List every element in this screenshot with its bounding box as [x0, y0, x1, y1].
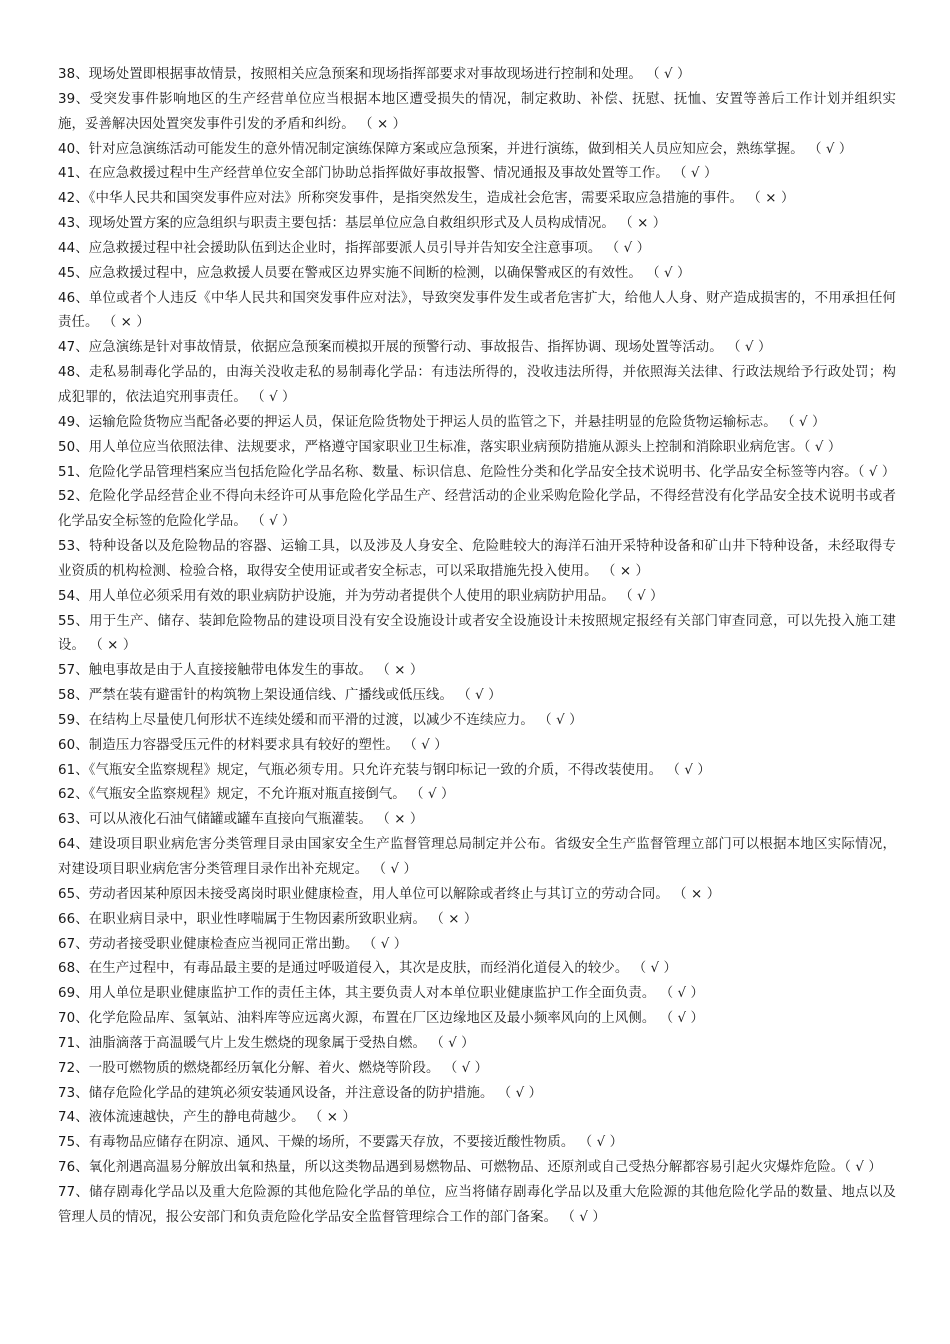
- question-item: 42、《中华人民共和国突发事件应对法》所称突发事件，是指突然发生，造成社会危害，需要采取应急措施的事件。 （ × ）: [58, 191, 795, 207]
- question-item: 60、制造压力容器受压元件的材料要求具有较好的塑性。 （ √ ）: [58, 737, 448, 753]
- question-item: 73、储存危险化学品的建筑必须安装通风设备，并注意设备的防护措施。 （ √ ）: [58, 1085, 543, 1101]
- question-item: 49、运输危险货物应当配备必要的押运人员，保证危险货物处于押运人员的监管之下，并悬挂明显的危险货物运输标志。 （ √ ）: [58, 414, 826, 430]
- question-item: 74、液体流速越快，产生的静电荷越少。 （ × ）: [58, 1110, 356, 1126]
- question-item: 54、用人单位必须采用有效的职业病防护设施，并为劳动者提供个人使用的职业病防护用品。 （ √ ）: [58, 588, 664, 604]
- question-item: 55、用于生产、储存、装卸危险物品的建设项目没有安全设施设计或者安全设施设计未按照规定报经有关部门审查同意，可以先投入施工建设。 （ × ）: [58, 613, 896, 654]
- question-item: 70、化学危险品库、氢氧站、油料库等应远离火源，布置在厂区边缘地区及最小频率风向的上风侧。 （ √ ）: [58, 1011, 705, 1027]
- question-item: 61、《气瓶安全监察规程》规定，气瓶必须专用。只允许充装与钢印标记一致的介质，不得改装使用。 （ √ ）: [58, 762, 711, 778]
- question-item: 76、氧化剂遇高温易分解放出氧和热量，所以这类物品遇到易燃物品、可燃物品、还原剂或自己受热分解都容易引起火灾爆炸危险。（ √ ）: [58, 1160, 882, 1176]
- question-list: [58, 63, 896, 1231]
- question-item: 43、现场处置方案的应急组织与职责主要包括：基层单位应急自救组织形式及人员构成情况。 （ × ）: [58, 216, 667, 232]
- question-item: 65、劳动者因某种原因未接受离岗时职业健康检查，用人单位可以解除或者终止与其订立的劳动合同。 （ × ）: [58, 886, 721, 902]
- question-item: 69、用人单位是职业健康监护工作的责任主体，其主要负责人对本单位职业健康监护工作全面负责。 （ √ ）: [58, 986, 705, 1002]
- question-item: 66、在职业病目录中，职业性哮喘属于生物因素所致职业病。 （ × ）: [58, 911, 478, 927]
- question-item: 48、走私易制毒化学品的，由海关没收走私的易制毒化学品：有违法所得的，没收违法所得，并依照海关法律、行政法规给予行政处罚；构成犯罪的，依法追究刑事责任。 （ √ ）: [58, 365, 896, 405]
- question-item: 52、危险化学品经营企业不得向未经许可从事危险化学品生产、经营活动的企业采购危险化学品，不得经营没有化学品安全技术说明书或者化学品安全标签的危险化学品。 （ √ ）: [58, 489, 896, 530]
- question-item: 45、应急救援过程中，应急救援人员要在警戒区边界实施不间断的检测，以确保警戒区的有效性。 （ √ ）: [58, 265, 691, 281]
- question-item: 71、油脂滴落于高温暖气片上发生燃烧的现象属于受热自燃。 （ √ ）: [58, 1035, 475, 1051]
- question-item: 39、受突发事件影响地区的生产经营单位应当根据本地区遭受损失的情况，制定救助、补偿、抚慰、抚恤、安置等善后工作计划并组织实施，妥善解决因处置突发事件引发的矛盾和纠纷。 （ × ）: [58, 91, 896, 132]
- question-item: 62、《气瓶安全监察规程》规定，不允许瓶对瓶直接倒气。 （ √ ）: [58, 787, 455, 803]
- question-item: 67、劳动者接受职业健康检查应当视同正常出勤。 （ √ ）: [58, 936, 408, 952]
- question-item: 50、用人单位应当依照法律、法规要求，严格遵守国家职业卫生标准，落实职业病预防措施从源头上控制和消除职业病危害。（ √ ）: [58, 439, 842, 455]
- question-item: 53、特种设备以及危险物品的容器、运输工具，以及涉及人身安全、危险畦较大的海洋石油开采特种设备和矿山井下特种设备，未经取得专业资质的机构检测、检验合格，取得安全使用证或者安全标志，可以采取措施先投入使用。 （ × ）: [58, 539, 896, 579]
- question-item: 41、在应急救援过程中生产经营单位安全部门协助总指挥做好事故报警、情况通报及事故处置等工作。 （ √ ）: [58, 166, 718, 182]
- question-item: 63、可以从液化石油气储罐或罐车直接向气瓶灌装。 （ × ）: [58, 812, 424, 828]
- question-item: 58、严禁在装有避雷针的构筑物上架设通信线、广播线或低压线。 （ √ ）: [58, 688, 502, 704]
- question-item: 47、应急演练是针对事故情景，依据应急预案而模拟开展的预警行动、事故报告、指挥协调、现场处置等活动。 （ √ ）: [58, 340, 772, 356]
- question-item: 64、建设项目职业病危害分类管理目录由国家安全生产监督管理总局制定并公布。省级安全生产监督管理立部门可以根据本地区实际情况，对建设项目职业病危害分类管理目录作出补充规定。 （ √ ）: [58, 837, 896, 877]
- question-item: 57、触电事故是由于人直接接触带电体发生的事故。 （ × ）: [58, 663, 424, 679]
- question-item: 77、储存剧毒化学品以及重大危险源的其他危险化学品的单位，应当将储存剧毒化学品以及重大危险源的其他危险化学品的数量、地点以及管理人员的情况，报公安部门和负责危险化学品安全监督管理综合工作的部门备案。 （ √ ）: [58, 1184, 896, 1225]
- question-item: 51、危险化学品管理档案应当包括危险化学品名称、数量、标识信息、危险性分类和化学品安全技术说明书、化学品安全标签等内容。（ √ ）: [58, 464, 896, 480]
- question-item: 68、在生产过程中，有毒品最主要的是通过呼吸道侵入，其次是皮肤，而经消化道侵入的较少。 （ √ ）: [58, 961, 678, 977]
- question-item: 72、一股可燃物质的燃烧都经历氧化分解、着火、燃烧等阶段。 （ √ ）: [58, 1060, 489, 1076]
- question-item: 38、现场处置即根据事故情景，按照相关应急预案和现场指挥部要求对事故现场进行控制和处理。 （ √ ）: [58, 67, 691, 82]
- question-item: 44、应急救援过程中社会援助队伍到达企业时，指挥部要派人员引导并告知安全注意事项。 （ √ ）: [58, 240, 651, 256]
- question-item: 59、在结构上尽量使几何形状不连续处缓和而平滑的过渡，以减少不连续应力。 （ √ ）: [58, 712, 583, 728]
- question-item: 40、针对应急演练活动可能发生的意外情况制定演练保障方案或应急预案，并进行演练，做到相关人员应知应会，熟练掌握。 （ √ ）: [58, 141, 853, 157]
- question-item: 75、有毒物品应储存在阴凉、通风、干燥的场所，不要露天存放，不要接近酸性物质。 （ √ ）: [58, 1135, 624, 1151]
- question-item: 46、单位或者个人违反《中华人民共和国突发事件应对法》，导致突发事件发生或者危害扩大，给他人人身、财产造成损害的，不用承担任何责任。 （ × ）: [58, 290, 896, 331]
